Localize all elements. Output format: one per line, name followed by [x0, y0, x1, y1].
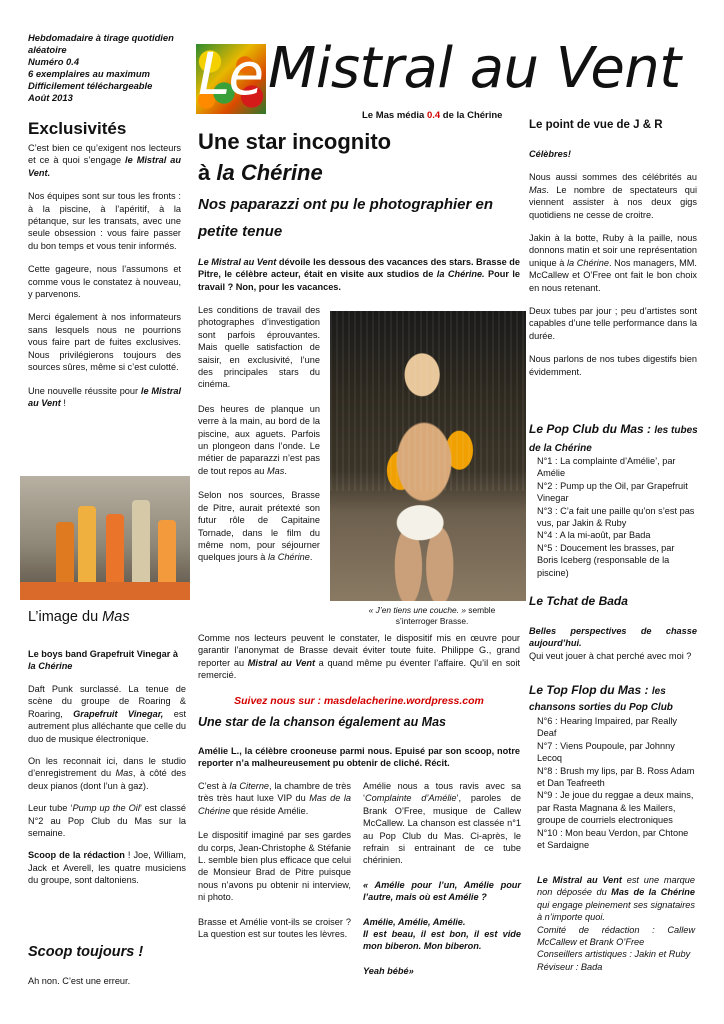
issue-info	[28, 32, 198, 104]
credit-line: Réviseur : Bada	[537, 961, 603, 972]
paragraph: C’est à la Citerne, la chambre de très très très haut luxe VIP du Mas de la Chérine que réside Amélie.	[198, 781, 351, 816]
logo-text: Le	[198, 44, 262, 108]
list-item: N°7 : Viens Poupoule, par Johnny Lecoq	[537, 740, 675, 764]
paragraph: Une nouvelle réussite pour le Mistral au Vent !	[28, 385, 181, 408]
headline: Une star incognito à la Chérine	[198, 129, 392, 185]
list-item: N°2 : Pump up the Oil, par Grapefruit Vinegar	[537, 480, 688, 504]
star-chanson-lead: Amélie L., la célèbre crooneuse parmi nous. Epuisé par son scoop, notre reporter n’a malheureusement pu obtenir de cliché. Récit.	[198, 746, 520, 769]
info-line: Difficilement téléchargeable	[28, 80, 153, 91]
section-title-top-flop: Le Top Flop du Mas : les chansons sorties du Pop Club	[529, 683, 673, 713]
paragraph: On les reconnait ici, dans le studio d’enregistrement du Mas, à côté des deux pianos (dont l’un à gaz).	[28, 756, 186, 791]
paragraph: Jakin à la botte, Ruby à la paille, nous donnons matin et soir une représentation unique à la Chérine. Nos managers, MM. McCallew et O’Free ont fait le bon choix en nous retenant.	[529, 233, 697, 293]
section-title-tchat: Le Tchat de Bada	[529, 594, 628, 608]
boys-band-title: Le boys band Grapefruit Vinegar à la Chérine	[28, 649, 178, 672]
credits-box	[537, 874, 695, 973]
list-item: N°10 : Mon beau Verdon, par Chtone et Sardaigne	[537, 827, 689, 851]
boys-band-text	[28, 683, 186, 887]
paragraph: Leur tube ‘Pump up the Oil’ est classé N°2 au Pop Club du Mas sur la semaine.	[28, 803, 186, 839]
photo-bottles	[20, 476, 190, 600]
masthead-title: Mistral au Vent	[268, 36, 681, 101]
paragraph: Le dispositif imaginé par ses gardes du corps, Jean-Christophe & Stéfanie L. semble bien plus efficace que celui de Monsieur Brad de Pitre puisque nous n’avons pu obtenir ni interview, ni photo.	[198, 830, 351, 903]
section-title-image-du-mas: L’image du Mas	[28, 609, 130, 625]
tchat-text	[529, 625, 697, 662]
photo-caption: « J’en tiens une couche. » semble s’interroger Brasse.	[368, 605, 496, 626]
paragraph: Les conditions de travail des photographes d’investigation sont parfois éprouvantes. Mais quelle satisfaction de saisir, en exclusivité, l’une des principales stars du cinéma.	[198, 305, 320, 390]
paragraph: Nous parlons de nos tubes digestifs bien évidemment.	[529, 354, 697, 377]
tagline: Le Mas média 0.4 de la Chérine	[362, 110, 503, 121]
refrain-line: Yeah bébé»	[363, 965, 414, 976]
pop-club-list	[529, 455, 697, 579]
credit-line: Comité de rédaction : Callew McCallew et Brank O’Free	[537, 924, 695, 948]
paragraph: Scoop de la rédaction ! Joe, William, Jack et Averell, les quatre musiciens du groupe, sont daltoniens.	[28, 850, 187, 886]
paragraph: Brasse et Amélie vont-ils se croiser ? La question est sur toutes les lèvres.	[198, 916, 351, 940]
section-title-scoop: Scoop toujours !	[28, 944, 144, 960]
section-title-exclusivites: Exclusivités	[28, 119, 127, 138]
paragraph: Cette gageure, nous l’assumons et comme vous le constatez à nouveau, y parvenons.	[28, 264, 181, 300]
paragraph: Des heures de planque un verre à la main, au bord de la piscine, aux aguets. Parfois un plongeon dans l’onde. Le métier de paparazzi n’est pas de tout repos au Mas.	[198, 403, 320, 476]
follow-link[interactable]: Suivez nous sur : masdelacherine.wordpress.com	[234, 695, 484, 707]
celebs-label: Célèbres!	[529, 149, 571, 159]
refrain-line: Amélie, Amélie, Amélie.	[363, 916, 466, 927]
paragraph: Selon nos sources, Brasse de Pitre, aurait prétexté son futur rôle de Capitaine Tornade, dans le film du même nom, pour séjourner quelques jours à la Chérine.	[198, 490, 320, 563]
trademark-note: Le Mistral au Vent est une marque non déposée du Mas de la Chérine qui engage pleinement ses signataires à n’importe quoi.	[537, 875, 695, 923]
list-item: N°6 : Hearing Impaired, par Really Deaf	[537, 716, 678, 739]
star-article-conclusion: Comme nos lecteurs peuvent le constater, le dispositif mis en œuvre pour garantir l’anonymat de Brasse devait éviter toute fuite. Philippe G., grand reporter au Mistral au Vent a quand même pu éventer l’affaire. Qu’il en soit remercié.	[198, 633, 521, 681]
paragraph: Nos équipes sont sur tous les fronts : à la piscine, à l’apéritif, à la pétanque, sur les transats, avec une seule obsession : vous faire passer du bon temps et vous tenir informés.	[28, 191, 181, 251]
lead-paragraph: Le Mistral au Vent dévoile les dessous des vacances des stars. Brasse de Pitre, le célèbre acteur, était en visite aux studios de la Chérine. Pour le travail ? Non, pour les vacances.	[198, 257, 520, 292]
paragraph: Belles perspectives de chasse aujourd’hui.	[529, 626, 697, 649]
info-line: Août 2013	[28, 92, 73, 103]
star-article-text	[198, 304, 320, 564]
scoop-text: Ah non. C’est une erreur.	[28, 976, 131, 986]
list-item: N°1 : La complainte d’Amélie’, par Amélie	[537, 456, 676, 479]
info-line: Hebdomadaire à tirage quotidien	[28, 32, 174, 43]
info-line: 6 exemplaires au maximum	[28, 68, 150, 79]
subheadline: Nos paparazzi ont pu le photographier en petite tenue	[198, 196, 494, 240]
star-chanson-col1	[198, 780, 351, 940]
info-line: aléatoire	[28, 44, 67, 55]
info-line: Numéro 0.4	[28, 56, 80, 67]
section-title-pop-club: Le Pop Club du Mas : les tubes de la Chérine	[529, 422, 698, 454]
refrain-line: Il est beau, il est bon, il est vide mon biberon. Mon biberon.	[363, 929, 521, 952]
logo	[196, 44, 266, 114]
star-chanson-col2	[363, 780, 521, 977]
refrain-line: « Amélie pour l’un, Amélie pour l’autre, mais où est Amélie ?	[363, 879, 521, 903]
paragraph: Merci également à nos informateurs sans lesquels nous ne pourrions vous faire part de fuites exclusives. Nous privilégierons toujours des sources sûres, même si c’est culotté.	[28, 312, 181, 373]
point-de-vue-text	[529, 148, 697, 378]
credit-line: Conseillers artistiques : Jakin et Ruby	[537, 949, 691, 960]
section-title-point-de-vue: Le point de vue de J & R	[529, 119, 663, 131]
paragraph: Amélie nous a tous ravis avec sa ‘Complainte d’Amélie’, paroles de Brank O’Free, musique de Callew McCallew. La chanson est classée n°1 au Pop Club du Mas. Ci-après, le refrain si entrainant de ce tube chérinien.	[363, 781, 521, 866]
list-item: N°5 : Doucement les brasses, par Boris Iceberg (responsable de la piscine)	[537, 542, 675, 578]
list-item: N°3 : C’a fait une paille qu’on s’est pas vus, par Jakin & Ruby	[537, 505, 695, 529]
paragraph: Daft Punk surclassé. La tenue de scène du groupe de Roaring & Roaring, Grapefruit Vinegar, est autrement plus alléchante que celle du duo de musique électronique.	[28, 684, 186, 744]
top-flop-list	[529, 715, 697, 851]
paragraph: Deux tubes par jour ; peu d’artistes sont capables d’une telle performance dans la durée.	[529, 306, 697, 341]
list-item: N°9 : Je joue du reggae a deux mains, par Rasta Magnana & les Mailers, groupe de courriels electroniques	[537, 790, 694, 826]
section-title-star-chanson: Une star de la chanson également au Mas	[198, 715, 446, 729]
list-item: N°8 : Brush my lips, par B. Ross Adam et Dan Teafreeth	[537, 765, 695, 789]
list-item: N°4 : A la mi-août, par Bada	[537, 530, 651, 541]
photo-baby	[330, 311, 526, 601]
paragraph: Qui veut jouer à chat perché avec moi ?	[529, 650, 692, 661]
exclusivites-text	[28, 142, 181, 409]
paragraph: C’est bien ce qu’exigent nos lecteurs et ce à quoi s’engage le Mistral au Vent.	[28, 143, 182, 178]
paragraph: Nous aussi sommes des célébrités au Mas. Le nombre de spectateurs qui viennent assister à nos deux gigs quotidiens ne cesse de croitre.	[529, 172, 697, 220]
